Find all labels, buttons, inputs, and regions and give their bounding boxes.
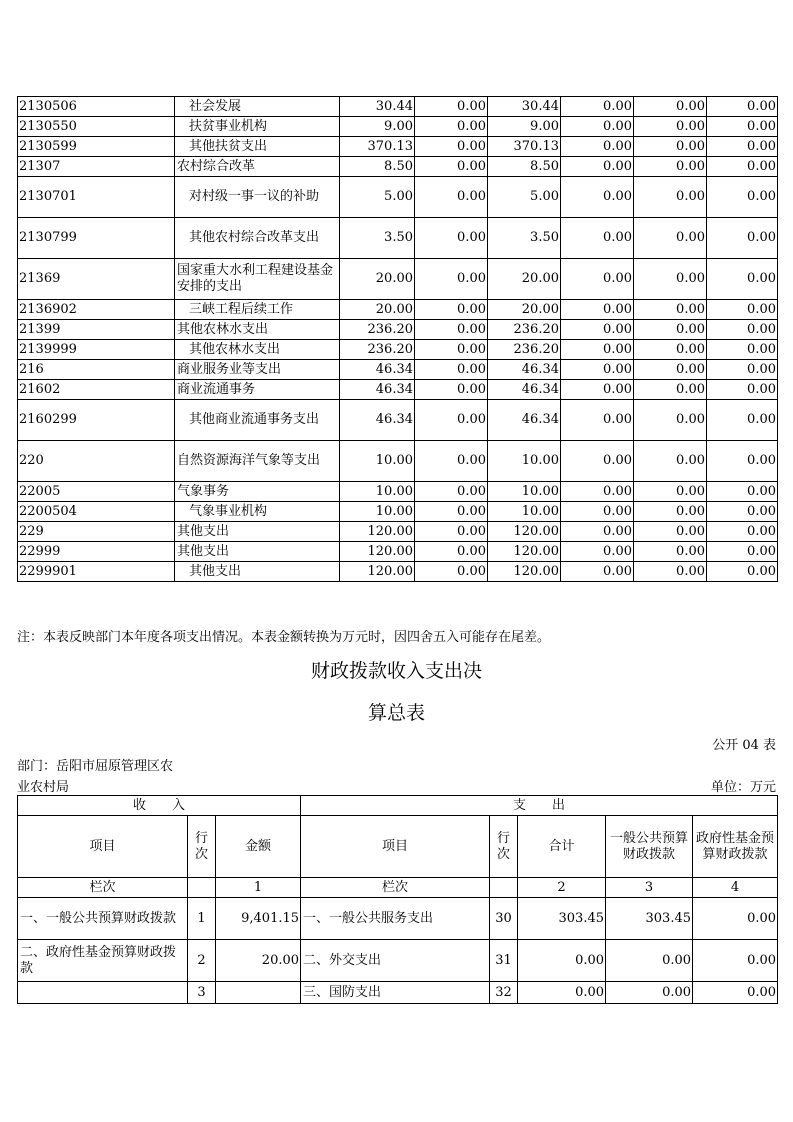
table-row [18, 502, 778, 522]
row-value: 20.00 [340, 300, 415, 320]
department-label-line1: 部门：岳阳市屈原管理区农 [17, 759, 174, 774]
col-income-item: 项目 [18, 816, 188, 878]
table-note: 注：本表反映部门本年度各项支出情况。本表金额转换为万元时，因四舍五入可能存在尾差。 [17, 630, 551, 645]
row-value: 0.00 [634, 218, 707, 259]
table-row [18, 97, 778, 117]
row-value: 46.34 [340, 380, 415, 400]
row-value: 0.00 [707, 218, 778, 259]
row-value: 0.00 [561, 380, 634, 400]
summary-table [17, 795, 778, 1004]
empty-cell [490, 878, 518, 898]
row-value: 0.00 [415, 542, 488, 562]
row-value: 5.00 [340, 177, 415, 218]
row-name: 社会发展 [175, 97, 340, 117]
row-value: 0.00 [415, 562, 488, 582]
expense-general: 0.00 [606, 940, 693, 982]
row-name: 其他支出 [175, 562, 340, 582]
table-row [18, 177, 778, 218]
row-value: 0.00 [634, 522, 707, 542]
row-value: 236.20 [488, 320, 561, 340]
expense-general: 303.45 [606, 898, 693, 940]
table-row [18, 542, 778, 562]
table-row [18, 982, 778, 1004]
row-value: 0.00 [707, 300, 778, 320]
income-item: 二、政府性基金预算财政拨款 [18, 940, 188, 982]
row-name: 国家重大水利工程建设基金安排的支出 [175, 259, 340, 300]
row-value: 120.00 [340, 522, 415, 542]
row-value: 0.00 [415, 97, 488, 117]
unit-label: 单位：万元 [710, 780, 776, 795]
row-value: 0.00 [561, 542, 634, 562]
row-value: 0.00 [707, 157, 778, 177]
row-value: 0.00 [634, 360, 707, 380]
table-row [18, 157, 778, 177]
row-value: 0.00 [634, 562, 707, 582]
row-value: 0.00 [634, 400, 707, 441]
row-value: 0.00 [561, 522, 634, 542]
row-value: 0.00 [415, 177, 488, 218]
row-value: 0.00 [415, 137, 488, 157]
row-value: 0.00 [415, 482, 488, 502]
row-value: 236.20 [340, 320, 415, 340]
row-value: 0.00 [707, 177, 778, 218]
row-value: 46.34 [340, 360, 415, 380]
row-code: 2130550 [18, 117, 175, 137]
lanci-label: 栏次 [18, 878, 188, 898]
row-value: 0.00 [415, 117, 488, 137]
table-row [18, 400, 778, 441]
expense-item: 三、国防支出 [301, 982, 490, 1004]
row-value: 0.00 [561, 441, 634, 482]
row-value: 46.34 [488, 360, 561, 380]
table-number: 公开 04 表 [712, 738, 776, 753]
row-name: 其他农村综合改革支出 [175, 218, 340, 259]
row-value: 0.00 [561, 502, 634, 522]
lanci-num: 1 [216, 878, 301, 898]
row-value: 0.00 [707, 360, 778, 380]
row-value: 0.00 [707, 97, 778, 117]
lanci-num: 3 [606, 878, 693, 898]
row-code: 2139999 [18, 340, 175, 360]
row-value: 0.00 [707, 340, 778, 360]
row-value: 0.00 [415, 502, 488, 522]
table-row [18, 300, 778, 320]
row-value: 0.00 [415, 157, 488, 177]
row-value: 10.00 [488, 502, 561, 522]
row-value: 0.00 [707, 522, 778, 542]
row-name: 自然资源海洋气象等支出 [175, 441, 340, 482]
row-value: 20.00 [340, 259, 415, 300]
row-value: 0.00 [634, 482, 707, 502]
income-item: 一、一般公共预算财政拨款 [18, 898, 188, 940]
row-name: 其他扶贫支出 [175, 137, 340, 157]
row-value: 0.00 [415, 340, 488, 360]
row-value: 3.50 [488, 218, 561, 259]
row-code: 220 [18, 441, 175, 482]
row-value: 370.13 [488, 137, 561, 157]
row-value: 0.00 [561, 300, 634, 320]
row-value: 0.00 [707, 482, 778, 502]
row-value: 3.50 [340, 218, 415, 259]
row-value: 0.00 [634, 177, 707, 218]
row-value: 10.00 [340, 441, 415, 482]
row-value: 0.00 [707, 441, 778, 482]
row-value: 0.00 [415, 300, 488, 320]
row-value: 120.00 [488, 542, 561, 562]
table-row [18, 320, 778, 340]
col-expense-line: 行次 [490, 816, 518, 878]
income-item [18, 982, 188, 1004]
table-row [18, 940, 778, 982]
row-value: 120.00 [488, 562, 561, 582]
income-line: 2 [188, 940, 216, 982]
income-amount: 20.00 [216, 940, 301, 982]
table-row [18, 218, 778, 259]
row-value: 46.34 [488, 380, 561, 400]
row-value: 20.00 [488, 300, 561, 320]
row-value: 0.00 [634, 97, 707, 117]
row-value: 0.00 [561, 320, 634, 340]
row-value: 20.00 [488, 259, 561, 300]
row-value: 0.00 [634, 542, 707, 562]
row-value: 0.00 [415, 522, 488, 542]
row-value: 120.00 [340, 542, 415, 562]
expense-total: 303.45 [518, 898, 606, 940]
income-amount [216, 982, 301, 1004]
row-value: 0.00 [561, 157, 634, 177]
row-name: 气象事业机构 [175, 502, 340, 522]
row-value: 30.44 [340, 97, 415, 117]
expense-fund: 0.00 [693, 982, 778, 1004]
row-value: 0.00 [561, 218, 634, 259]
row-name: 商业流通事务 [175, 380, 340, 400]
col-income-amount: 金额 [216, 816, 301, 878]
row-code: 22999 [18, 542, 175, 562]
expense-general: 0.00 [606, 982, 693, 1004]
expense-line: 31 [490, 940, 518, 982]
col-general-budget: 一般公共预算财政拨款 [606, 816, 693, 878]
row-value: 0.00 [634, 502, 707, 522]
expense-item: 二、外交支出 [301, 940, 490, 982]
row-value: 0.00 [634, 441, 707, 482]
expense-fund: 0.00 [693, 898, 778, 940]
expense-total: 0.00 [518, 940, 606, 982]
row-value: 0.00 [707, 320, 778, 340]
row-value: 10.00 [488, 482, 561, 502]
income-header: 收 入 [18, 796, 301, 816]
row-value: 120.00 [340, 562, 415, 582]
row-value: 120.00 [488, 522, 561, 542]
expense-line: 32 [490, 982, 518, 1004]
row-code: 2299901 [18, 562, 175, 582]
expense-detail-table [17, 96, 778, 582]
row-name: 对村级一事一议的补助 [175, 177, 340, 218]
row-code: 2160299 [18, 400, 175, 441]
row-value: 0.00 [634, 137, 707, 157]
row-code: 229 [18, 522, 175, 542]
row-value: 0.00 [707, 380, 778, 400]
row-value: 10.00 [488, 441, 561, 482]
row-code: 21399 [18, 320, 175, 340]
page-title-line1: 财政拨款收入支出决 [310, 660, 482, 682]
table-row [18, 522, 778, 542]
department-label-line2: 业农村局 [17, 780, 70, 795]
row-value: 0.00 [634, 259, 707, 300]
income-amount: 9,401.15 [216, 898, 301, 940]
table-row [18, 898, 778, 940]
row-value: 0.00 [415, 360, 488, 380]
row-name: 其他农林水支出 [175, 340, 340, 360]
row-value: 0.00 [415, 380, 488, 400]
row-name: 扶贫事业机构 [175, 117, 340, 137]
page-title-line2: 算总表 [367, 702, 425, 724]
row-value: 0.00 [707, 259, 778, 300]
row-code: 22005 [18, 482, 175, 502]
row-value: 0.00 [707, 117, 778, 137]
row-value: 236.20 [488, 340, 561, 360]
row-value: 46.34 [488, 400, 561, 441]
table-row [18, 340, 778, 360]
row-value: 0.00 [634, 340, 707, 360]
row-code: 2200504 [18, 502, 175, 522]
table-row [18, 137, 778, 157]
row-value: 8.50 [488, 157, 561, 177]
row-value: 30.44 [488, 97, 561, 117]
row-name: 其他支出 [175, 542, 340, 562]
row-name: 其他支出 [175, 522, 340, 542]
row-value: 370.13 [340, 137, 415, 157]
empty-cell [188, 878, 216, 898]
row-code: 2130506 [18, 97, 175, 117]
row-value: 0.00 [561, 400, 634, 441]
row-value: 0.00 [561, 259, 634, 300]
row-value: 0.00 [561, 137, 634, 157]
row-value: 8.50 [340, 157, 415, 177]
table-row [18, 259, 778, 300]
expense-header: 支 出 [301, 796, 778, 816]
row-value: 46.34 [340, 400, 415, 441]
row-value: 0.00 [707, 502, 778, 522]
row-value: 10.00 [340, 502, 415, 522]
row-value: 0.00 [634, 320, 707, 340]
row-code: 2130799 [18, 218, 175, 259]
row-value: 0.00 [561, 562, 634, 582]
row-value: 0.00 [415, 218, 488, 259]
row-value: 0.00 [561, 97, 634, 117]
lanci-label: 栏次 [301, 878, 490, 898]
row-value: 0.00 [415, 320, 488, 340]
row-value: 0.00 [415, 441, 488, 482]
row-code: 216 [18, 360, 175, 380]
row-code: 2136902 [18, 300, 175, 320]
row-value: 0.00 [707, 542, 778, 562]
row-value: 0.00 [707, 137, 778, 157]
expense-item: 一、一般公共服务支出 [301, 898, 490, 940]
row-value: 0.00 [415, 259, 488, 300]
col-total: 合计 [518, 816, 606, 878]
table-row [18, 360, 778, 380]
table-row [18, 562, 778, 582]
row-code: 21369 [18, 259, 175, 300]
income-line: 1 [188, 898, 216, 940]
row-name: 其他农林水支出 [175, 320, 340, 340]
row-code: 2130599 [18, 137, 175, 157]
table-row [18, 441, 778, 482]
col-fund-budget: 政府性基金预算财政拨款 [693, 816, 778, 878]
row-code: 21602 [18, 380, 175, 400]
col-expense-item: 项目 [301, 816, 490, 878]
row-value: 0.00 [561, 177, 634, 218]
lanci-num: 4 [693, 878, 778, 898]
expense-fund: 0.00 [693, 940, 778, 982]
row-value: 9.00 [488, 117, 561, 137]
table-row [18, 380, 778, 400]
row-name: 三峡工程后续工作 [175, 300, 340, 320]
row-value: 0.00 [561, 340, 634, 360]
row-value: 0.00 [415, 400, 488, 441]
income-line: 3 [188, 982, 216, 1004]
col-income-line: 行次 [188, 816, 216, 878]
row-value: 0.00 [561, 360, 634, 380]
row-name: 其他商业流通事务支出 [175, 400, 340, 441]
row-value: 0.00 [707, 562, 778, 582]
row-value: 0.00 [634, 300, 707, 320]
row-value: 0.00 [707, 400, 778, 441]
row-value: 0.00 [634, 117, 707, 137]
row-value: 0.00 [634, 157, 707, 177]
lanci-num: 2 [518, 878, 606, 898]
row-code: 21307 [18, 157, 175, 177]
row-value: 10.00 [340, 482, 415, 502]
table-row [18, 482, 778, 502]
row-name: 商业服务业等支出 [175, 360, 340, 380]
row-name: 农村综合改革 [175, 157, 340, 177]
row-value: 9.00 [340, 117, 415, 137]
row-code: 2130701 [18, 177, 175, 218]
row-name: 气象事务 [175, 482, 340, 502]
row-value: 0.00 [561, 117, 634, 137]
row-value: 0.00 [561, 482, 634, 502]
row-value: 0.00 [634, 380, 707, 400]
row-value: 5.00 [488, 177, 561, 218]
expense-line: 30 [490, 898, 518, 940]
table-row [18, 117, 778, 137]
expense-total: 0.00 [518, 982, 606, 1004]
row-value: 236.20 [340, 340, 415, 360]
